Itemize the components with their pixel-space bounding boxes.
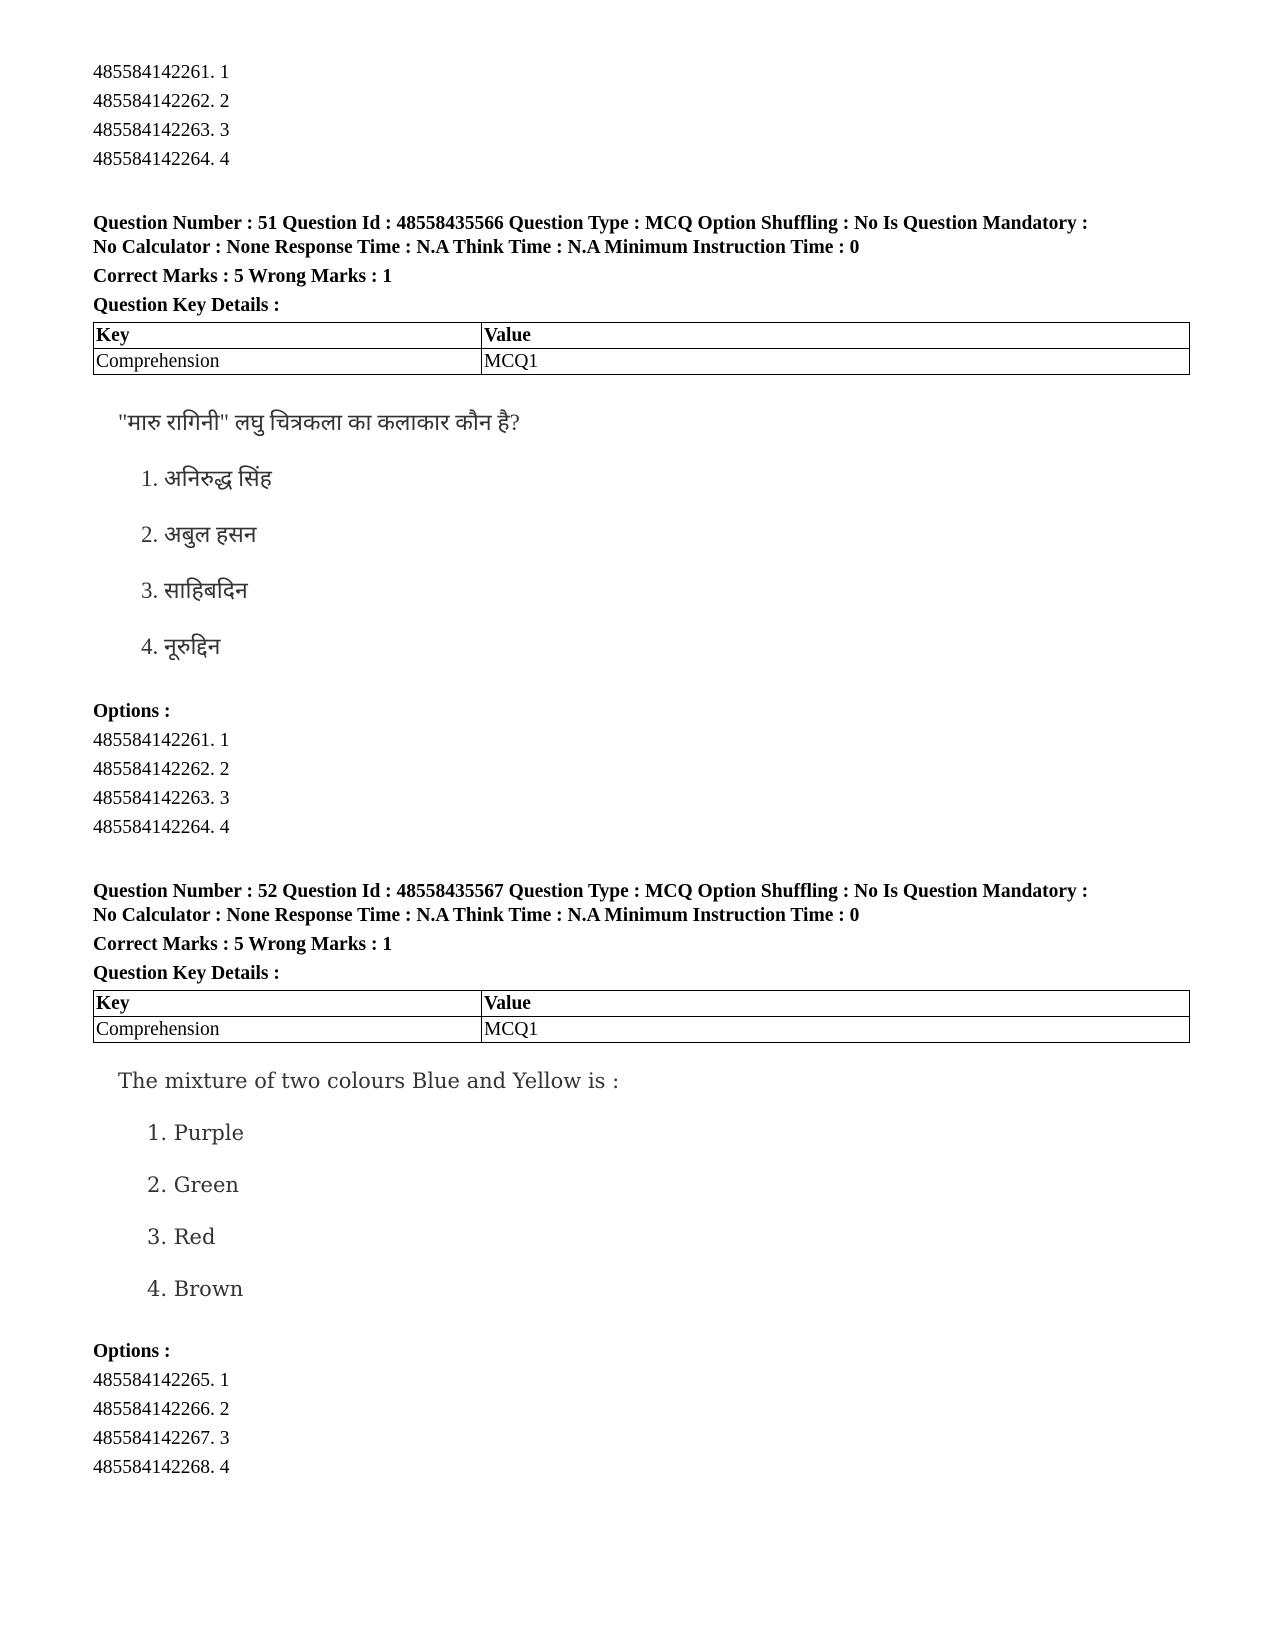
question-text: The mixture of two colours Blue and Yellow is : [118,1069,620,1093]
choice-item: 2. Green [147,1173,239,1197]
table-header-key: Key [94,991,482,1017]
table-header-value: Value [482,323,1190,349]
option-line: 485584142267. 3 [93,1428,230,1449]
table-header-value: Value [482,991,1190,1017]
table-cell-key: Comprehension [94,1017,482,1043]
option-line: 485584142268. 4 [93,1457,230,1478]
question-key-table [93,322,1190,375]
option-line: 485584142261. 1 [93,62,230,83]
choice-item: 4. Brown [147,1277,244,1301]
question-meta-line-2: No Calculator : None Response Time : N.A Think Time : N.A Minimum Instruction Time : 0 [93,905,860,926]
choice-item: 4. नूरुद्दिन [141,634,221,659]
option-line: 485584142266. 2 [93,1399,230,1420]
option-line: 485584142264. 4 [93,817,230,838]
choice-item: 1. Purple [147,1121,244,1145]
choice-item: 1. अनिरुद्ध सिंह [141,466,272,491]
question-marks: Correct Marks : 5 Wrong Marks : 1 [93,266,393,287]
question-key-heading: Question Key Details : [93,963,280,984]
option-line: 485584142262. 2 [93,91,230,112]
options-heading: Options : [93,701,171,722]
option-line: 485584142263. 3 [93,120,230,141]
question-block-52 [93,880,1190,1482]
option-line: 485584142263. 3 [93,788,230,809]
question-marks: Correct Marks : 5 Wrong Marks : 1 [93,934,393,955]
option-line: 485584142261. 1 [93,730,230,751]
option-line: 485584142262. 2 [93,759,230,780]
question-key-heading: Question Key Details : [93,295,280,316]
option-line: 485584142265. 1 [93,1370,230,1391]
choice-item: 3. साहिबदिन [141,578,248,603]
options-heading: Options : [93,1341,171,1362]
table-cell-value: MCQ1 [482,1017,1190,1043]
question-image [93,1043,1190,1337]
option-line: 485584142264. 4 [93,149,230,170]
table-cell-key: Comprehension [94,349,482,375]
document-page [93,58,1190,1482]
choice-item: 3. Red [147,1225,216,1249]
prev-options-list [93,58,1190,174]
question-key-table [93,990,1190,1043]
question-meta-line-1: Question Number : 51 Question Id : 48558435566 Question Type : MCQ Option Shuffling : No Is Question Mandatory : [93,213,1089,234]
question-meta-line-2: No Calculator : None Response Time : N.A Think Time : N.A Minimum Instruction Time : 0 [93,237,860,258]
table-header-key: Key [94,323,482,349]
question-meta-line-1: Question Number : 52 Question Id : 48558435567 Question Type : MCQ Option Shuffling : No Is Question Mandatory : [93,881,1089,902]
question-image [93,375,1190,697]
question-block-51 [93,212,1190,842]
table-cell-value: MCQ1 [482,349,1190,375]
choice-item: 2. अबुल हसन [141,522,257,547]
question-text: "मारु रागिनी" लघु चित्रकला का कलाकार कौन है? [118,410,520,435]
